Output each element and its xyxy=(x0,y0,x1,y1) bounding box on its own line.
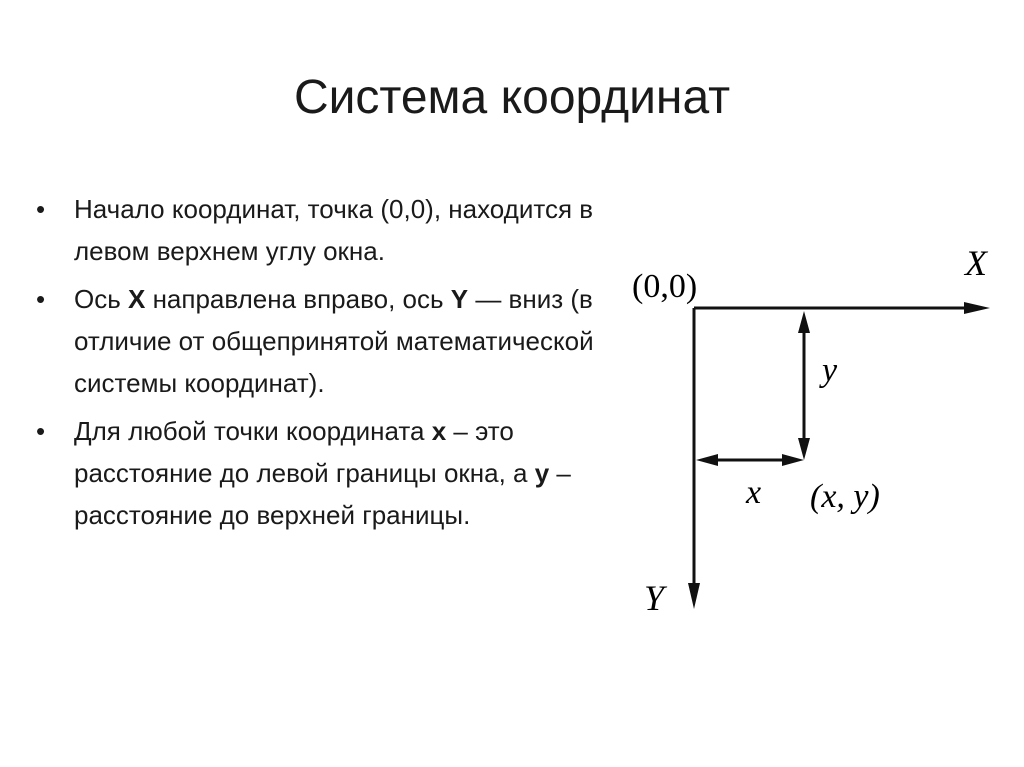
bullet-marker: • xyxy=(36,194,46,224)
bullet-item-axes xyxy=(36,278,616,404)
bullet-list xyxy=(36,188,616,542)
bullet-text: Ось xyxy=(74,284,128,314)
bullet-item-point xyxy=(36,410,616,536)
coord-y-name: y xyxy=(534,458,550,488)
coord-x-name: x xyxy=(431,416,447,446)
bullet-text: — вниз (в отличие от общепринятой математической системы координат). xyxy=(74,284,594,398)
point-label: (x, y) xyxy=(810,478,880,515)
x-distance-label: x xyxy=(746,474,762,511)
x-axis-label: X xyxy=(965,243,987,283)
bullet-text: – расстояние до верхней границы. xyxy=(74,458,571,530)
y-axis-arrowhead xyxy=(688,583,700,609)
origin-label: (0,0) xyxy=(632,268,698,305)
bullet-text: Начало координат, точка (0,0), находится в левом верхнем углу окна. xyxy=(74,194,594,266)
y-distance-arrow-bottom xyxy=(798,438,810,460)
axis-y-name: Y xyxy=(450,284,469,314)
slide-title: Система координат xyxy=(293,71,731,124)
x-axis-arrowhead xyxy=(964,302,990,314)
coordinate-diagram xyxy=(620,235,1024,625)
y-distance-arrow-top xyxy=(798,311,810,333)
y-distance-label: y xyxy=(822,352,838,389)
bullet-text: – это расстояние до левой границы окна, а xyxy=(74,416,535,488)
bullet-marker: • xyxy=(36,284,46,314)
bullet-text: направлена вправо, ось xyxy=(145,284,451,314)
bullet-text: Для любой точки координата xyxy=(74,416,432,446)
axis-x-name: X xyxy=(128,284,146,314)
x-distance-arrow-left xyxy=(696,454,718,466)
bullet-item-origin xyxy=(36,188,616,272)
y-axis-label: Y xyxy=(644,578,665,618)
x-distance-arrow-right xyxy=(782,454,804,466)
bullet-marker: • xyxy=(36,416,46,446)
